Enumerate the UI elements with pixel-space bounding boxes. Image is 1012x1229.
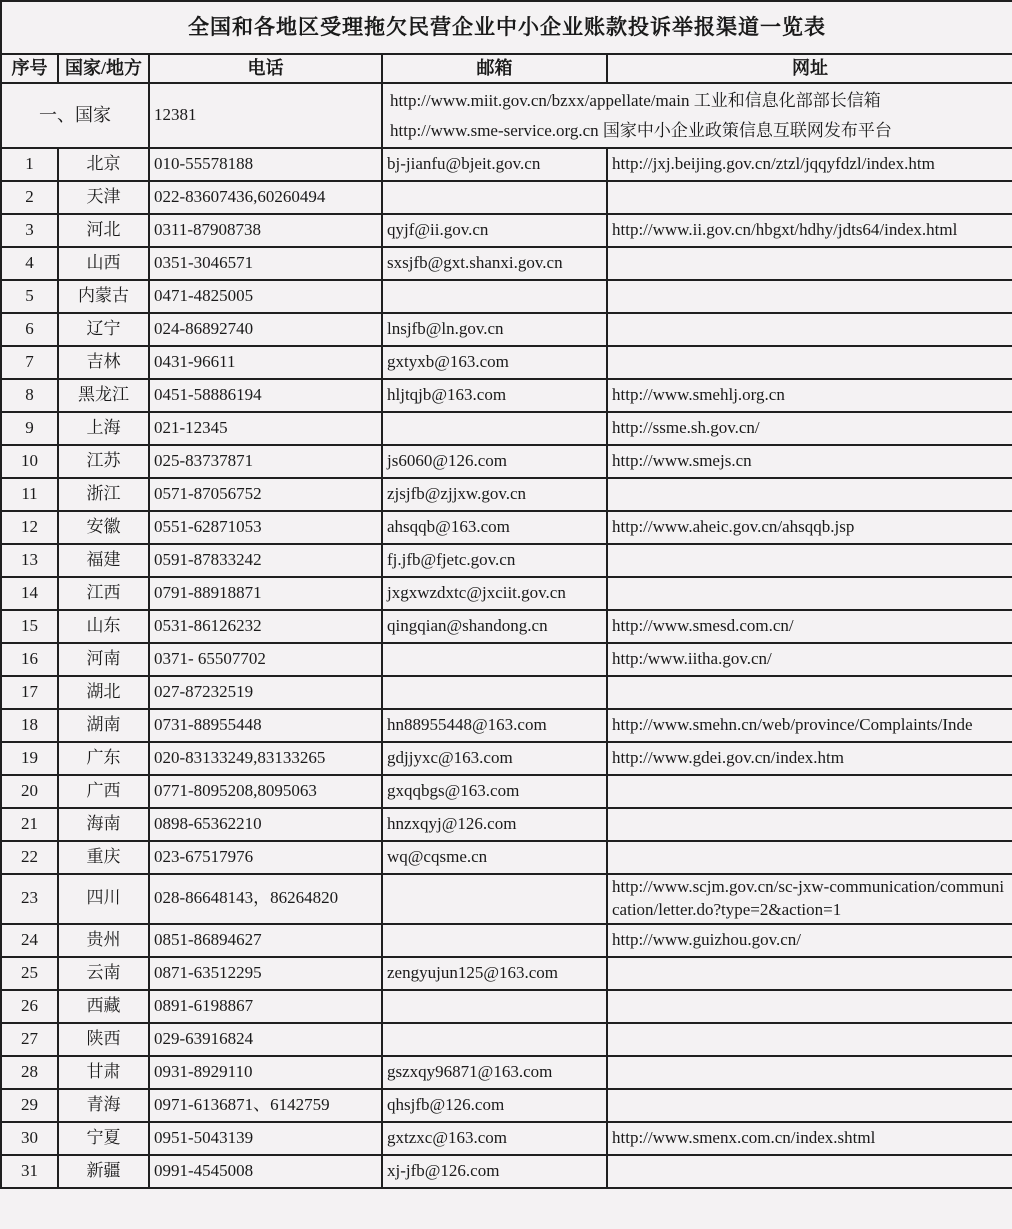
phone-cell: 0951-5043139: [149, 1122, 382, 1155]
email-cell: qhsjfb@126.com: [382, 1089, 607, 1122]
region-cell: 四川: [58, 874, 149, 924]
url-cell: [607, 990, 1012, 1023]
row-number-cell: 7: [1, 346, 58, 379]
row-number-cell: 10: [1, 445, 58, 478]
national-label: 一、国家: [1, 83, 149, 148]
row-number-cell: 20: [1, 775, 58, 808]
url-cell: [607, 577, 1012, 610]
url-cell: [607, 957, 1012, 990]
phone-cell: 0791-88918871: [149, 577, 382, 610]
email-cell: hnzxqyj@126.com: [382, 808, 607, 841]
table-row: [1, 808, 1012, 841]
row-number-cell: 30: [1, 1122, 58, 1155]
row-number-cell: 24: [1, 924, 58, 957]
email-cell: [382, 1023, 607, 1056]
url-cell: [607, 313, 1012, 346]
email-cell: gxtyxb@163.com: [382, 346, 607, 379]
table-row: [1, 511, 1012, 544]
email-cell: [382, 280, 607, 313]
row-number-cell: 15: [1, 610, 58, 643]
national-channels: [382, 83, 1012, 148]
phone-cell: 0898-65362210: [149, 808, 382, 841]
url-cell: http://www.smesd.com.cn/: [607, 610, 1012, 643]
url-cell: [607, 1155, 1012, 1188]
column-header-phone: 电话: [149, 54, 382, 83]
phone-cell: 0871-63512295: [149, 957, 382, 990]
row-number-cell: 13: [1, 544, 58, 577]
table-row: [1, 841, 1012, 874]
table-row: [1, 478, 1012, 511]
url-cell: [607, 346, 1012, 379]
email-cell: [382, 924, 607, 957]
region-cell: 河北: [58, 214, 149, 247]
region-cell: 天津: [58, 181, 149, 214]
phone-cell: 028-86648143，86264820: [149, 874, 382, 924]
region-cell: 甘肃: [58, 1056, 149, 1089]
row-number-cell: 22: [1, 841, 58, 874]
url-cell: http:/www.iitha.gov.cn/: [607, 643, 1012, 676]
row-number-cell: 23: [1, 874, 58, 924]
phone-cell: 0371- 65507702: [149, 643, 382, 676]
table-row: [1, 957, 1012, 990]
table-title: 全国和各地区受理拖欠民营企业中小企业账款投诉举报渠道一览表: [1, 1, 1012, 54]
table-row: [1, 412, 1012, 445]
email-cell: sxsjfb@gxt.shanxi.gov.cn: [382, 247, 607, 280]
row-number-cell: 12: [1, 511, 58, 544]
column-header-no: 序号: [1, 54, 58, 83]
email-cell: qyjf@ii.gov.cn: [382, 214, 607, 247]
phone-cell: 029-63916824: [149, 1023, 382, 1056]
region-cell: 福建: [58, 544, 149, 577]
region-cell: 宁夏: [58, 1122, 149, 1155]
phone-cell: 0731-88955448: [149, 709, 382, 742]
row-number-cell: 16: [1, 643, 58, 676]
phone-cell: 0771-8095208,8095063: [149, 775, 382, 808]
row-number-cell: 27: [1, 1023, 58, 1056]
email-cell: fj.jfb@fjetc.gov.cn: [382, 544, 607, 577]
phone-cell: 0971-6136871、6142759: [149, 1089, 382, 1122]
region-cell: 广西: [58, 775, 149, 808]
email-cell: [382, 874, 607, 924]
row-number-cell: 31: [1, 1155, 58, 1188]
table-title-row: [1, 1, 1012, 54]
phone-cell: 0531-86126232: [149, 610, 382, 643]
url-cell: [607, 775, 1012, 808]
region-cell: 云南: [58, 957, 149, 990]
row-number-cell: 9: [1, 412, 58, 445]
row-number-cell: 4: [1, 247, 58, 280]
region-cell: 广东: [58, 742, 149, 775]
region-cell: 上海: [58, 412, 149, 445]
table-row: [1, 643, 1012, 676]
email-cell: gszxqy96871@163.com: [382, 1056, 607, 1089]
row-number-cell: 29: [1, 1089, 58, 1122]
row-number-cell: 17: [1, 676, 58, 709]
region-cell: 青海: [58, 1089, 149, 1122]
phone-cell: 0931-8929110: [149, 1056, 382, 1089]
region-cell: 内蒙古: [58, 280, 149, 313]
column-header-email: 邮箱: [382, 54, 607, 83]
email-cell: [382, 990, 607, 1023]
url-cell: [607, 181, 1012, 214]
row-number-cell: 28: [1, 1056, 58, 1089]
phone-cell: 0591-87833242: [149, 544, 382, 577]
region-cell: 山西: [58, 247, 149, 280]
table-row: [1, 874, 1012, 924]
table-row: [1, 148, 1012, 181]
table-row: [1, 709, 1012, 742]
phone-cell: 0991-4545008: [149, 1155, 382, 1188]
url-cell: http://www.smehn.cn/web/province/Complaints/Inde: [607, 709, 1012, 742]
email-cell: [382, 181, 607, 214]
column-header-region: 国家/地方: [58, 54, 149, 83]
region-cell: 新疆: [58, 1155, 149, 1188]
email-cell: xj-jfb@126.com: [382, 1155, 607, 1188]
phone-cell: 024-86892740: [149, 313, 382, 346]
table-row: [1, 990, 1012, 1023]
national-phone: 12381: [149, 83, 382, 148]
url-cell: [607, 1056, 1012, 1089]
email-cell: lnsjfb@ln.gov.cn: [382, 313, 607, 346]
row-number-cell: 25: [1, 957, 58, 990]
row-number-cell: 18: [1, 709, 58, 742]
row-number-cell: 5: [1, 280, 58, 313]
row-number-cell: 21: [1, 808, 58, 841]
national-channel-line: http://www.sme-service.org.cn 国家中小企业政策信息互联网发布平台: [390, 120, 892, 140]
region-cell: 北京: [58, 148, 149, 181]
region-cell: 浙江: [58, 478, 149, 511]
phone-cell: 0891-6198867: [149, 990, 382, 1023]
table-row: [1, 1122, 1012, 1155]
row-number-cell: 26: [1, 990, 58, 1023]
url-cell: [607, 478, 1012, 511]
phone-cell: 0471-4825005: [149, 280, 382, 313]
url-cell: [607, 808, 1012, 841]
national-row: [1, 83, 1012, 148]
table-row: [1, 445, 1012, 478]
email-cell: [382, 676, 607, 709]
email-cell: jxgxwzdxtc@jxciit.gov.cn: [382, 577, 607, 610]
region-cell: 重庆: [58, 841, 149, 874]
email-cell: hljtqjb@163.com: [382, 379, 607, 412]
phone-cell: 0851-86894627: [149, 924, 382, 957]
table-row: [1, 742, 1012, 775]
table-row: [1, 544, 1012, 577]
email-cell: gdjjyxc@163.com: [382, 742, 607, 775]
phone-cell: 020-83133249,83133265: [149, 742, 382, 775]
phone-cell: 021-12345: [149, 412, 382, 445]
region-cell: 黑龙江: [58, 379, 149, 412]
row-number-cell: 3: [1, 214, 58, 247]
url-cell: http://www.ii.gov.cn/hbgxt/hdhy/jdts64/index.html: [607, 214, 1012, 247]
email-cell: [382, 643, 607, 676]
table-row: [1, 313, 1012, 346]
url-cell: [607, 280, 1012, 313]
table-row: [1, 1155, 1012, 1188]
table-row: [1, 1089, 1012, 1122]
email-cell: qingqian@shandong.cn: [382, 610, 607, 643]
url-cell: [607, 247, 1012, 280]
row-number-cell: 6: [1, 313, 58, 346]
email-cell: js6060@126.com: [382, 445, 607, 478]
table-row: [1, 181, 1012, 214]
table-row: [1, 247, 1012, 280]
url-cell: http://www.smenx.com.cn/index.shtml: [607, 1122, 1012, 1155]
table-row: [1, 577, 1012, 610]
url-cell: [607, 544, 1012, 577]
url-cell: http://www.guizhou.gov.cn/: [607, 924, 1012, 957]
region-cell: 西藏: [58, 990, 149, 1023]
table-row: [1, 214, 1012, 247]
national-channel-line: http://www.miit.gov.cn/bzxx/appellate/main 工业和信息化部部长信箱: [390, 90, 881, 110]
url-cell: http://jxj.beijing.gov.cn/ztzl/jqqyfdzl/index.htm: [607, 148, 1012, 181]
table-row: [1, 1023, 1012, 1056]
email-cell: gxtzxc@163.com: [382, 1122, 607, 1155]
region-cell: 江西: [58, 577, 149, 610]
email-cell: gxqqbgs@163.com: [382, 775, 607, 808]
phone-cell: 0311-87908738: [149, 214, 382, 247]
region-cell: 湖北: [58, 676, 149, 709]
phone-cell: 027-87232519: [149, 676, 382, 709]
phone-cell: 0431-96611: [149, 346, 382, 379]
region-cell: 江苏: [58, 445, 149, 478]
url-cell: http://www.scjm.gov.cn/sc-jxw-communication/communication/letter.do?type=2&action=1: [607, 874, 1012, 924]
phone-cell: 0571-87056752: [149, 478, 382, 511]
url-cell: [607, 676, 1012, 709]
row-number-cell: 8: [1, 379, 58, 412]
phone-cell: 010-55578188: [149, 148, 382, 181]
table-row: [1, 1056, 1012, 1089]
table-row: [1, 379, 1012, 412]
url-cell: http://www.smejs.cn: [607, 445, 1012, 478]
region-cell: 陕西: [58, 1023, 149, 1056]
row-number-cell: 11: [1, 478, 58, 511]
row-number-cell: 19: [1, 742, 58, 775]
email-cell: wq@cqsme.cn: [382, 841, 607, 874]
email-cell: hn88955448@163.com: [382, 709, 607, 742]
table-row: [1, 924, 1012, 957]
row-number-cell: 2: [1, 181, 58, 214]
region-cell: 山东: [58, 610, 149, 643]
region-cell: 海南: [58, 808, 149, 841]
table-body: [1, 148, 1012, 1188]
table-row: [1, 610, 1012, 643]
region-cell: 辽宁: [58, 313, 149, 346]
email-cell: [382, 412, 607, 445]
email-cell: ahsqqb@163.com: [382, 511, 607, 544]
region-cell: 安徽: [58, 511, 149, 544]
phone-cell: 023-67517976: [149, 841, 382, 874]
url-cell: http://www.aheic.gov.cn/ahsqqb.jsp: [607, 511, 1012, 544]
table-row: [1, 280, 1012, 313]
url-cell: [607, 841, 1012, 874]
table-row: [1, 346, 1012, 379]
phone-cell: 0451-58886194: [149, 379, 382, 412]
region-cell: 贵州: [58, 924, 149, 957]
column-header-url: 网址: [607, 54, 1012, 83]
region-cell: 吉林: [58, 346, 149, 379]
url-cell: http://www.gdei.gov.cn/index.htm: [607, 742, 1012, 775]
url-cell: http://ssme.sh.gov.cn/: [607, 412, 1012, 445]
email-cell: zengyujun125@163.com: [382, 957, 607, 990]
table-row: [1, 676, 1012, 709]
phone-cell: 0351-3046571: [149, 247, 382, 280]
email-cell: zjsjfb@zjjxw.gov.cn: [382, 478, 607, 511]
table-row: [1, 775, 1012, 808]
phone-cell: 022-83607436,60260494: [149, 181, 382, 214]
region-cell: 河南: [58, 643, 149, 676]
url-cell: [607, 1089, 1012, 1122]
phone-cell: 025-83737871: [149, 445, 382, 478]
table-header-row: [1, 54, 1012, 83]
phone-cell: 0551-62871053: [149, 511, 382, 544]
email-cell: bj-jianfu@bjeit.gov.cn: [382, 148, 607, 181]
url-cell: [607, 1023, 1012, 1056]
region-cell: 湖南: [58, 709, 149, 742]
row-number-cell: 1: [1, 148, 58, 181]
row-number-cell: 14: [1, 577, 58, 610]
url-cell: http://www.smehlj.org.cn: [607, 379, 1012, 412]
